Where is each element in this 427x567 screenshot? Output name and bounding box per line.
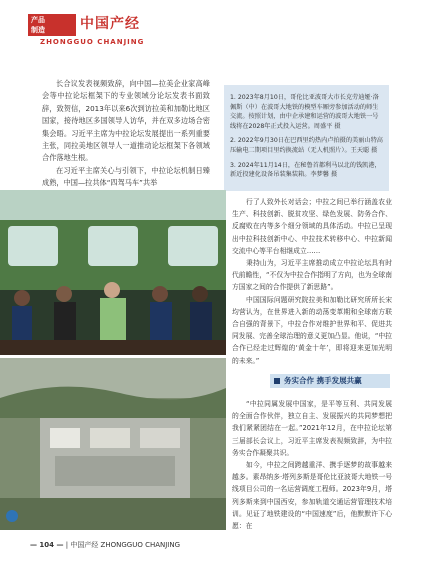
header-title: 中国产经: [80, 16, 140, 32]
right-column-text: [232, 196, 392, 367]
header-box-line1: 产品: [31, 16, 45, 24]
page-header: [0, 0, 427, 62]
caption-3: 3. 2024年11月14日，在秘鲁首都利马以北的钱凯港，新近投建化设备吊装集装箱。李梦馨 摄: [230, 161, 381, 179]
left-paragraph-2: 在习近平主席关心与引领下，中拉论坛机制日臻成熟，中国—拉共体“四驾马车”共举: [42, 165, 210, 188]
caption-2: 2. 2022年9月30日在巴西里约热内卢拍摄的美丽山特高压输电二期项目里约换流站（无人机照片）。王天聪 摄: [230, 137, 383, 154]
page-footer: [30, 540, 180, 550]
section-paragraph-2: 如今，中拉之间跨越重洋、携手逐梦的故事越来越多。素昂纳多·塔列多斯是哥伦比亚波哥大地铁一号线项目公司的一名运营调度工程师。2023年9月，塔列多斯来到中国西安，参加轨道交通运营管理技术培训。见证了地铁建设的“中国速度”后，他默默许下心愿：在: [232, 461, 392, 531]
right-paragraph-3: 中国国际问题研究院拉美和加勒比研究所所长宋均营认为，在世界进入新的动荡变革期和全球南方联合自强的背景下，中拉合作对维护世界和平、促进共同发展、完善全球治理的意义更加凸显。他说，“中拉合作已经走过辉煌的‘黄金十年’，即将迎来更加光明的未来。”: [232, 295, 392, 365]
photo-metro-train: [0, 190, 226, 355]
section-heading-text: 务实合作 携手发展共赢: [284, 376, 362, 385]
right-paragraph-1: 行了人致外长对话会；中拉之间已举行涵盖农业生产、科技创新、脱贫攻坚、绿色发展、防务合作、反腐败在内等多个细分领域的具体活动。中拉已呈现出中拉科技创新中心、中拉技术转移中心、中拉新闻交流中心等平台相继成立……: [232, 198, 392, 255]
header-logo-box: [28, 14, 76, 36]
section-bullet-icon: [274, 378, 280, 384]
header-box-line2: 制造: [31, 26, 45, 34]
page-number: — 104 —: [30, 541, 64, 549]
left-column-text: [42, 78, 210, 190]
section-paragraph-1: “中拉同属发展中国家，是平等互利、共同发展的全面合作伙伴，独立自主、发展振兴的共同梦想把我们紧紧团结在一起。”2021年12月，在中拉论坛第三届部长会议上，习近平主席发表视频致辞，为中拉务实合作凝聚共识。: [232, 400, 392, 457]
header-subtitle: ZHONGGUO CHANJING: [40, 38, 145, 46]
photo-converter-station: [0, 358, 226, 530]
section-heading: [270, 374, 390, 388]
left-paragraph-1: 长合议发表视频致辞，向中国—拉美企业家高峰会等中拉论坛框架下的专业领域分论坛发表书面致辞，致贺信，2013年以来6次到访拉美和加勒比地区国家，接待地区多国领导人访华，并在双多边场合密集会晤。习近平主席为中拉论坛发展提出一系列重要主张，同拉美地区领导人一道推动论坛框架下各领域合作落地生根。: [42, 79, 210, 163]
footer-divider: |: [65, 541, 71, 549]
section-column-text: [232, 398, 392, 532]
footer-magazine-name: 中国产经 ZHONGGUO CHANJING: [70, 541, 181, 549]
caption-1: 1. 2023年8月10日，哥伦比亚波哥大市长克劳迪娅·洛佩斯（中）在波哥大地铁的模型车厢旁参加活动的师生交流。按照计划，由中企承建和运营的波哥大地铁一号线将在2028年正式投入运营。周盛平 摄: [230, 94, 379, 130]
caption-box: [224, 85, 389, 191]
right-paragraph-2: 秉持山为，习近平主席推动成立中拉论坛具有时代前瞻性，“不仅为中拉合作指明了方向，也为全球南方国家之间的合作提供了新思路”。: [232, 259, 392, 292]
